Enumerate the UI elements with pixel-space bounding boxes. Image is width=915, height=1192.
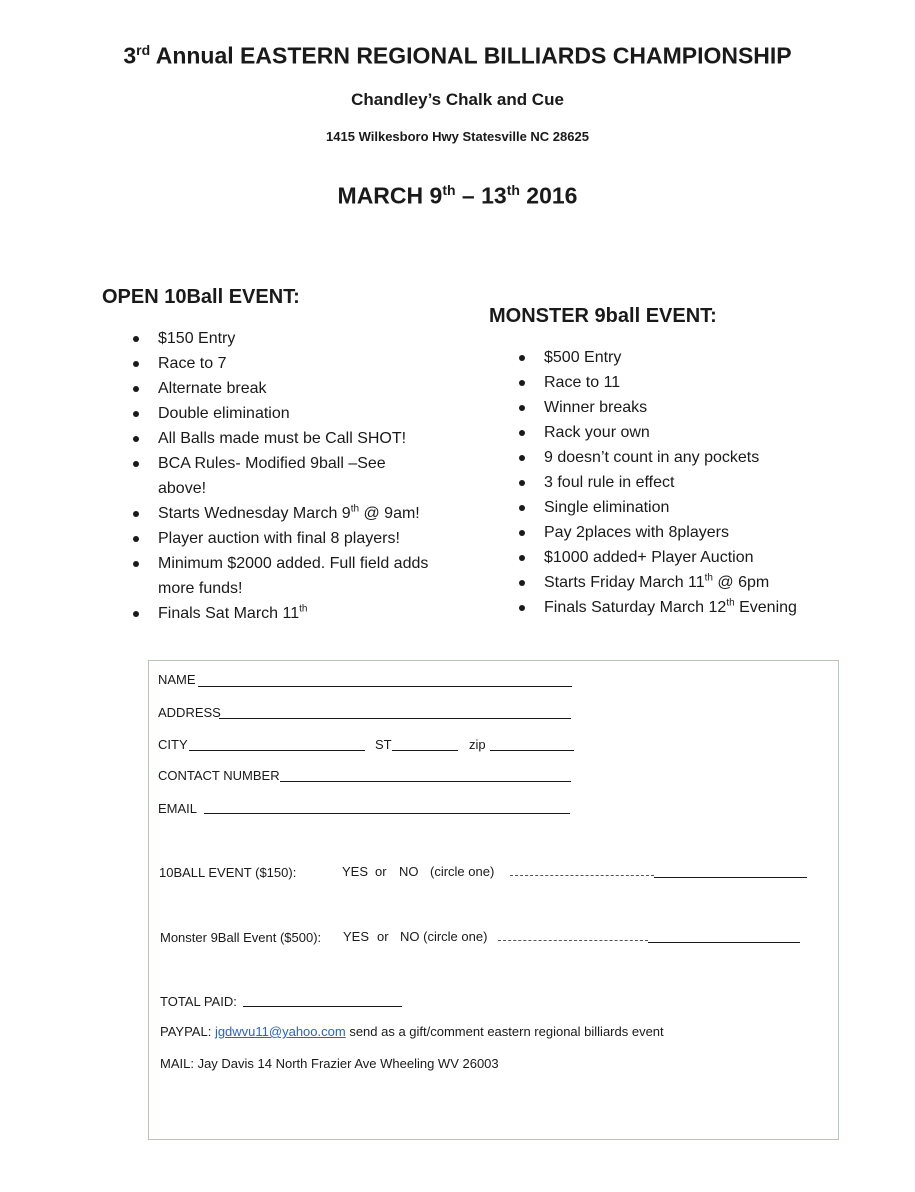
event-title [0,42,915,70]
city-label: CITY [158,737,188,752]
monster-finals-text: Finals Saturday March 12 [544,599,727,616]
list-item: Winner breaks [517,395,827,420]
list-item: Minimum $2000 added. Full field adds more funds! [131,551,431,601]
name-field[interactable] [198,686,572,687]
title-text: Annual EASTERN REGIONAL BILLIARDS CHAMPIONSHIP [155,42,792,69]
list-item: BCA Rules- Modified 9ball –See above! [131,451,431,501]
list-item: Pay 2places with 8players [517,520,827,545]
registration-form [148,660,839,1140]
list-item: Race to 7 [131,351,431,376]
monster-amount-field[interactable] [648,942,800,943]
open-finals-text: Finals Sat March 11 [158,605,300,622]
monster-finals-suffix: th [726,597,735,609]
dates-year: 2016 [519,182,578,209]
total-paid-label: TOTAL PAID: [160,994,237,1009]
list-item [131,501,431,526]
paypal-email-link[interactable]: jgdwvu11@yahoo.com [214,1024,346,1039]
monster-dash-leader [498,940,648,941]
list-item: $1000 added+ Player Auction [517,545,827,570]
zip-label: zip [469,737,486,752]
paypal-note: send as a gift/comment eastern regional billiards event [349,1024,664,1039]
list-item: 3 foul rule in effect [517,470,827,495]
ten-ball-yes-option[interactable]: YES [342,864,369,879]
list-item: 9 doesn’t count in any pockets [517,445,827,470]
list-item [517,595,827,620]
open-event-list [131,326,431,626]
list-item [517,570,827,595]
venue-name: Chandley’s Chalk and Cue [351,90,564,109]
monster-yes-option[interactable]: YES [343,929,370,944]
ten-ball-circle-note: (circle one) [430,864,495,879]
total-paid-field[interactable] [243,1006,402,1007]
monster-event-heading: MONSTER 9ball EVENT: [489,305,717,327]
ten-ball-or: or [375,864,387,879]
email-label: EMAIL [158,801,198,816]
state-label: ST [375,737,392,752]
monster-start-suffix: th [704,572,713,584]
address-field[interactable] [219,718,571,719]
dates-end-suffix: th [506,182,520,198]
mail-address: MAIL: Jay Davis 14 North Frazier Ave Wheeling WV 26003 [160,1056,499,1071]
city-field[interactable] [189,750,365,751]
title-ordinal: 3 [123,42,137,69]
ten-ball-label: 10BALL EVENT ($150): [159,865,297,880]
contact-field[interactable] [280,781,571,782]
ten-ball-no-option[interactable]: NO [399,864,419,879]
list-item: Race to 11 [517,370,827,395]
zip-field[interactable] [490,750,574,751]
venue-address: 1415 Wilkesboro Hwy Statesville NC 28625 [326,129,589,144]
list-item: Alternate break [131,376,431,401]
list-item: $150 Entry [131,326,431,351]
open-start-suffix: th [350,503,360,515]
open-finals-suffix: th [299,603,308,615]
contact-label: CONTACT NUMBER [158,768,280,783]
monster-start-text: Starts Friday March 11 [544,574,705,591]
monster-event-list [517,345,827,620]
monster-label: Monster 9Ball Event ($500): [160,930,322,945]
ten-ball-amount-field[interactable] [654,877,807,878]
list-item: Rack your own [517,420,827,445]
monster-no-option[interactable]: NO (circle one) [400,929,488,944]
name-label: NAME [158,672,196,687]
paypal-label: PAYPAL: [160,1024,212,1039]
list-item [131,601,431,626]
open-start-text: Starts Wednesday March 9 [158,505,351,522]
list-item: Single elimination [517,495,827,520]
paypal-line [160,1024,664,1039]
monster-or: or [377,929,389,944]
list-item: $500 Entry [517,345,827,370]
email-field[interactable] [204,813,570,814]
monster-start-time: @ 6pm [712,574,770,591]
event-dates [0,182,915,210]
open-event-heading: OPEN 10Ball EVENT: [102,286,300,308]
ten-ball-dash-leader [510,875,654,876]
list-item: All Balls made must be Call SHOT! [131,426,431,451]
dates-start: MARCH 9 [337,182,443,209]
open-start-time: @ 9am! [359,505,420,522]
dates-start-suffix: th [442,182,456,198]
list-item: Player auction with final 8 players! [131,526,431,551]
list-item: Double elimination [131,401,431,426]
address-label: ADDRESS [158,705,221,720]
dates-end: – 13 [455,182,507,209]
monster-finals-evening: Evening [734,599,797,616]
state-field[interactable] [392,750,458,751]
title-ordinal-suffix: rd [136,42,151,58]
